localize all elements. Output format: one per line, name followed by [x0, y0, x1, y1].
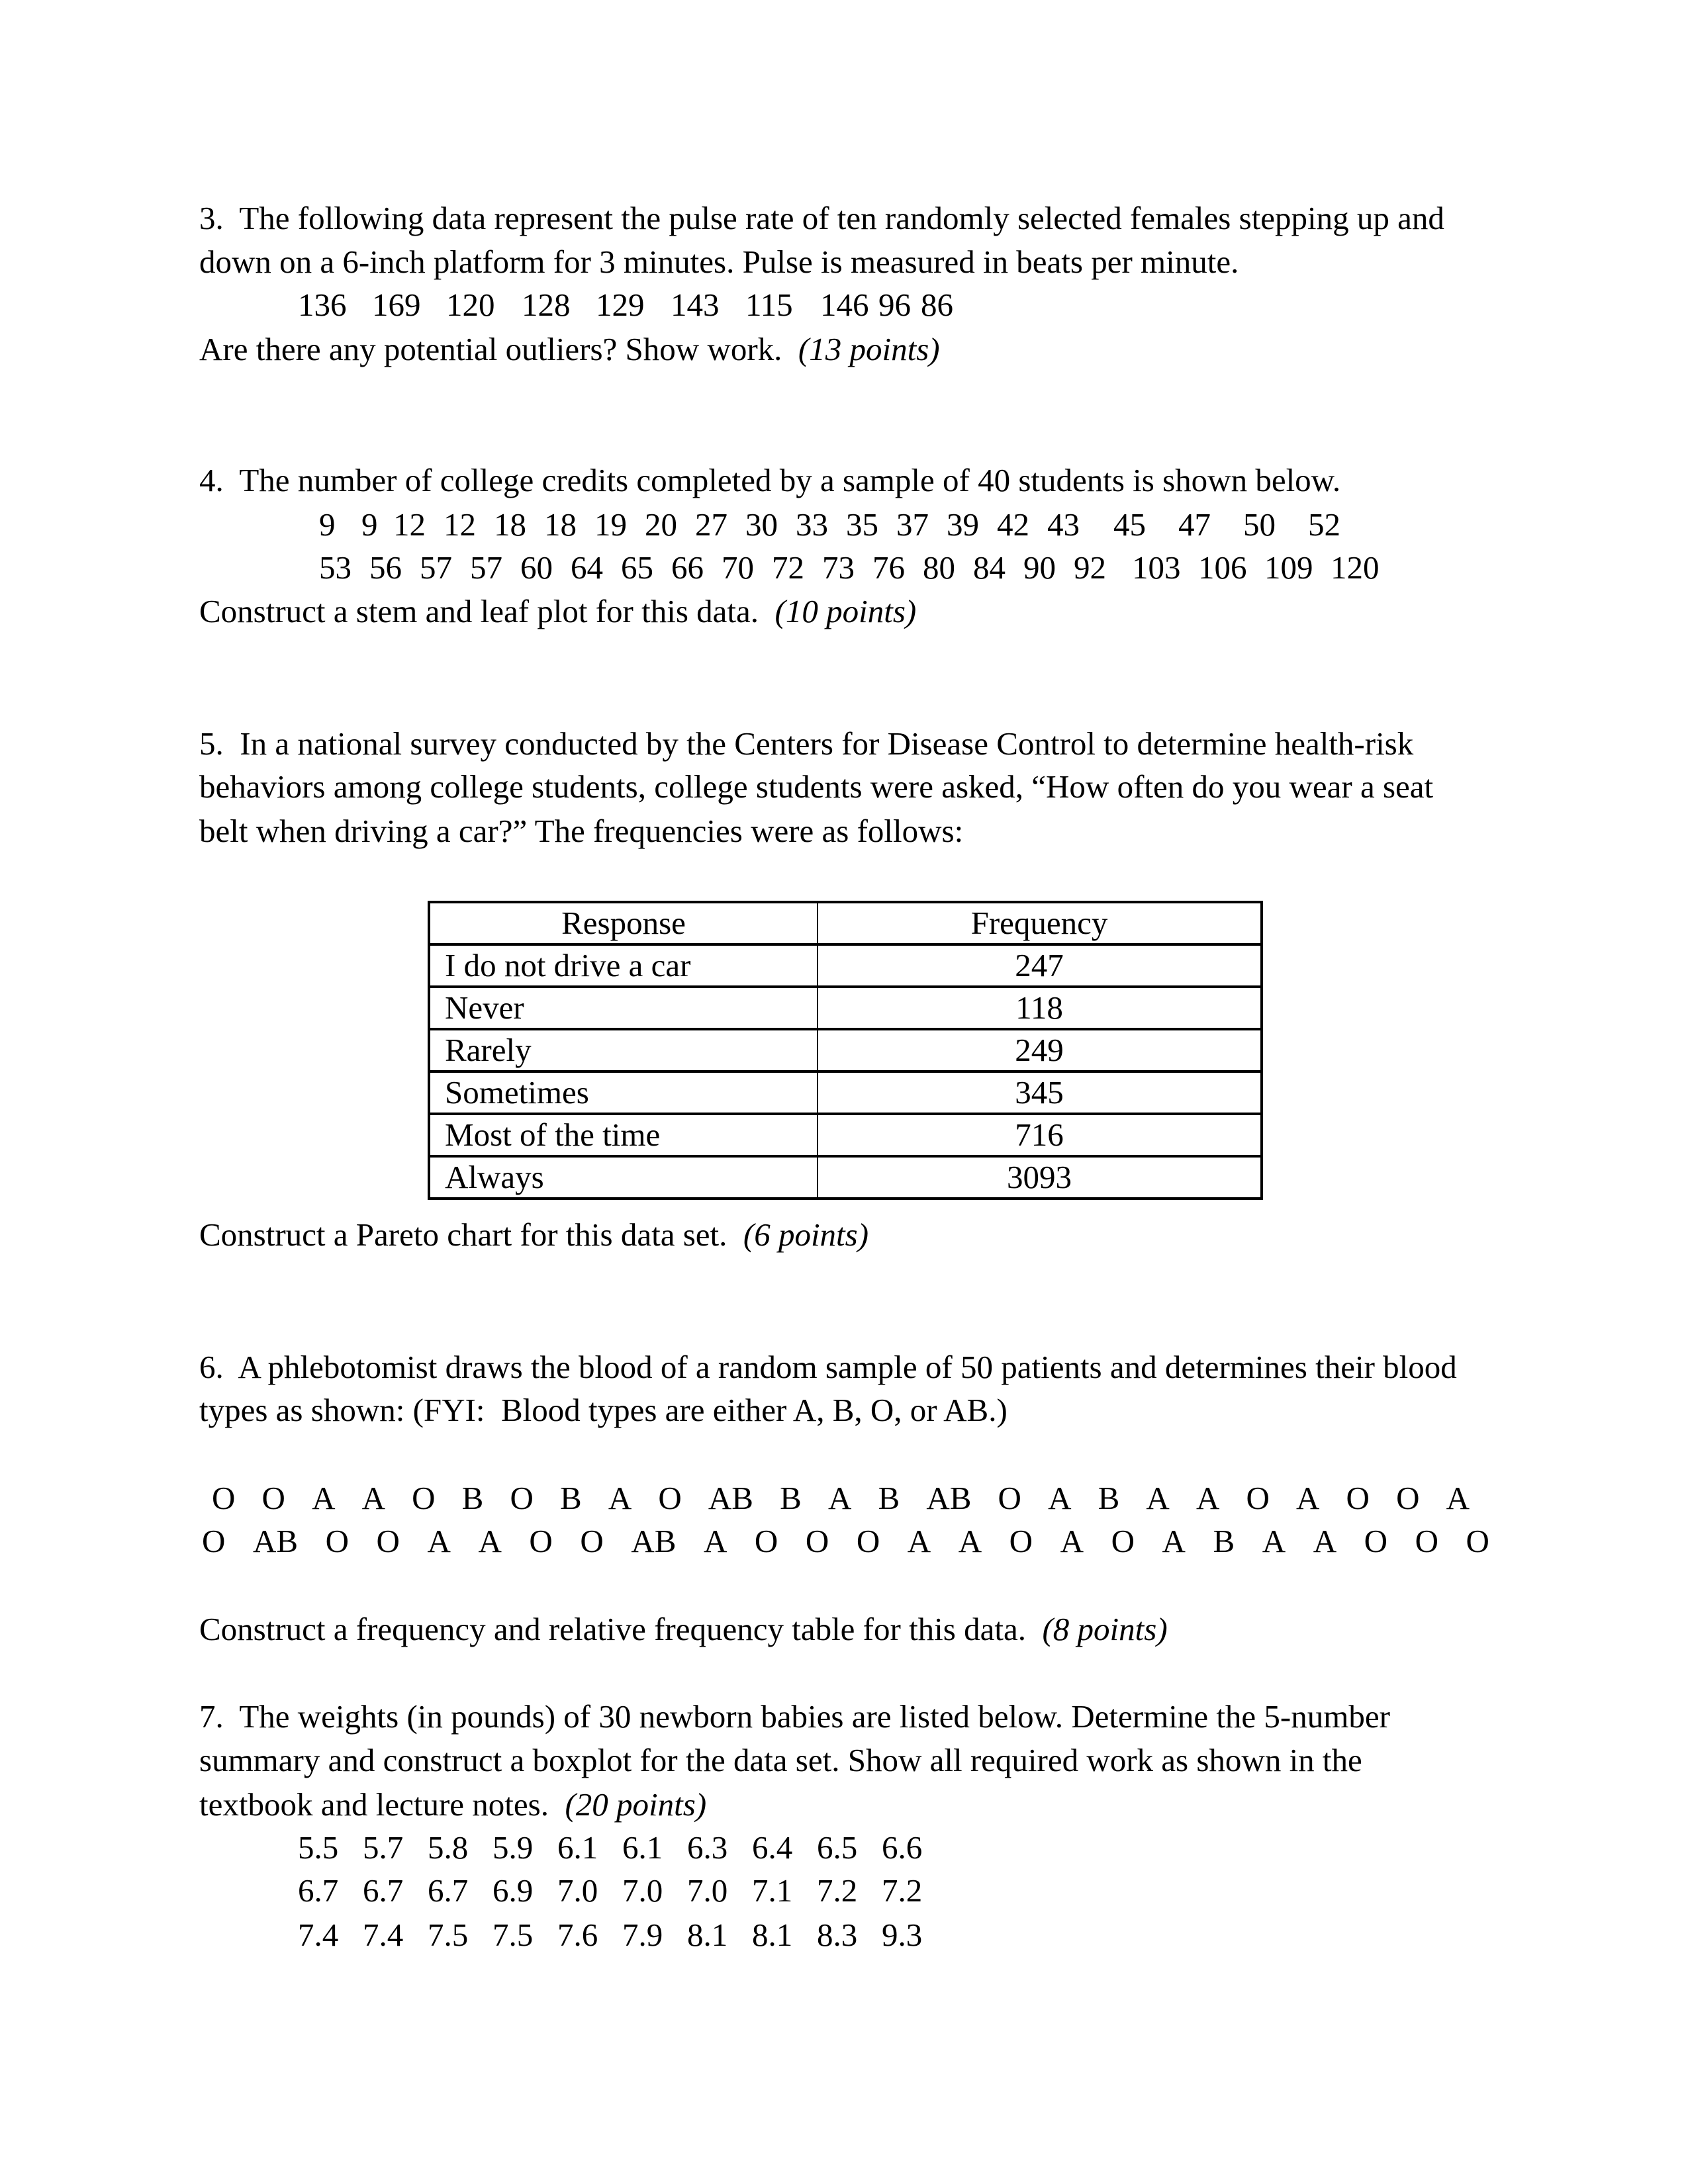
weight-value: 6.3 [687, 1829, 728, 1866]
blood-type: O [1396, 1480, 1420, 1516]
response-cell: Most of the time [429, 1114, 818, 1156]
credit-value: 20 [645, 506, 677, 543]
blood-type: A [958, 1523, 982, 1559]
weight-value: 7.9 [622, 1917, 663, 1953]
q3-value: 96 [878, 287, 911, 323]
blood-type: A [827, 1480, 852, 1516]
blood-type: O [376, 1523, 400, 1559]
blood-type: O [658, 1480, 682, 1516]
blood-type: O [261, 1480, 285, 1516]
q4-points: (10 points) [774, 593, 917, 629]
q5-points: (6 points) [743, 1216, 869, 1253]
q3-value: 143 [671, 287, 720, 323]
weight-value: 6.7 [428, 1872, 469, 1909]
q3-value: 128 [522, 287, 571, 323]
blood-type: A [1060, 1523, 1084, 1559]
q7-text-line-3: textbook and lecture notes. [199, 1786, 565, 1823]
blood-type: A [608, 1480, 632, 1516]
q7-text-line-1: 7. The weights (in pounds) of 30 newborn babies are listed below. Determine the 5-number [199, 1698, 1390, 1735]
blood-types-row-1 [212, 1477, 1470, 1520]
credit-value: 9 [361, 506, 378, 543]
frequency-cell: 118 [818, 987, 1262, 1029]
seatbelt-frequency-table [428, 901, 1263, 1200]
blood-type: O [1246, 1480, 1270, 1516]
blood-type: B [780, 1480, 802, 1516]
table-row [429, 944, 1262, 987]
q4-question [199, 590, 916, 633]
credit-value: 64 [571, 549, 603, 586]
credit-value: 57 [420, 549, 452, 586]
weights-row-2 [298, 1869, 947, 1913]
weight-value: 6.9 [492, 1872, 534, 1909]
credit-value: 47 [1178, 506, 1211, 543]
credit-value: 73 [822, 549, 855, 586]
credit-value: 9 [319, 506, 336, 543]
credit-value: 42 [997, 506, 1029, 543]
weight-value: 6.7 [298, 1872, 339, 1909]
weight-value: 5.5 [298, 1829, 339, 1866]
credit-value: 56 [369, 549, 402, 586]
q3-value: 115 [745, 287, 793, 323]
q3-value: 169 [372, 287, 421, 323]
weight-value: 6.5 [817, 1829, 858, 1866]
q3-question [199, 328, 940, 371]
q5-question [199, 1213, 868, 1257]
blood-type: O [529, 1523, 553, 1559]
q7-text-line-2: summary and construct a boxplot for the data set. Show all required work as shown in the [199, 1742, 1362, 1778]
weight-value: 6.4 [752, 1829, 793, 1866]
weight-value: 7.0 [557, 1872, 598, 1909]
credit-value: 66 [671, 549, 704, 586]
q3-value: 146 [820, 287, 869, 323]
table-row [429, 1156, 1262, 1199]
q3-text-line-1: 3. The following data represent the pulse rate of ten randomly selected females stepping up and [199, 200, 1444, 236]
blood-type: B [1213, 1523, 1235, 1559]
credit-value: 92 [1074, 549, 1106, 586]
credit-value: 43 [1047, 506, 1080, 543]
q5-question-text: Construct a Pareto chart for this data set. [199, 1216, 743, 1253]
blood-type: O [805, 1523, 829, 1559]
blood-type: O [212, 1480, 236, 1516]
weight-value: 7.5 [492, 1917, 534, 1953]
blood-type: A [703, 1523, 727, 1559]
header-frequency: Frequency [818, 902, 1262, 944]
blood-type: O [202, 1523, 226, 1559]
q4-text-line-1: 4. The number of college credits completed by a sample of 40 students is shown below. [199, 462, 1341, 498]
q3-pulse-data [298, 283, 953, 327]
blood-type: AB [631, 1523, 677, 1559]
response-cell: Never [429, 987, 818, 1029]
weight-value: 7.0 [687, 1872, 728, 1909]
blood-type: A [427, 1523, 451, 1559]
weight-value: 7.0 [622, 1872, 663, 1909]
weight-value: 6.6 [882, 1829, 923, 1866]
q6-text-line-1: 6. A phlebotomist draws the blood of a random sample of 50 patients and determines their blood [199, 1349, 1457, 1385]
q5-text-line-2: behaviors among college students, college students were asked, “How often do you wear a seat [199, 768, 1434, 805]
q7-points: (20 points) [565, 1786, 707, 1823]
q4-credits-row-1 [319, 503, 1348, 547]
q3-value: 120 [446, 287, 495, 323]
credit-value: 19 [594, 506, 627, 543]
blood-type: O [1346, 1480, 1370, 1516]
blood-type: A [907, 1523, 931, 1559]
credit-value: 60 [520, 549, 553, 586]
weight-value: 9.3 [882, 1917, 923, 1953]
credit-value: 72 [772, 549, 804, 586]
weight-value: 8.1 [687, 1917, 728, 1953]
q6-points: (8 points) [1042, 1611, 1168, 1647]
credit-value: 90 [1023, 549, 1056, 586]
frequency-cell: 249 [818, 1029, 1262, 1071]
credit-value: 18 [494, 506, 526, 543]
weight-value: 7.1 [752, 1872, 793, 1909]
blood-type: AB [252, 1523, 299, 1559]
blood-type: B [1098, 1480, 1120, 1516]
weight-value: 5.7 [363, 1829, 404, 1866]
credit-value: 57 [470, 549, 502, 586]
blood-type: A [1446, 1480, 1470, 1516]
weight-value: 7.4 [298, 1917, 339, 1953]
credit-value: 12 [393, 506, 426, 543]
credit-value: 80 [923, 549, 955, 586]
q6-text-line-2: types as shown: (FYI: Blood types are either A, B, O, or AB.) [199, 1392, 1008, 1428]
blood-type: A [1262, 1523, 1286, 1559]
q5-text-line-3: belt when driving a car?” The frequencies were as follows: [199, 813, 964, 849]
weight-value: 5.8 [428, 1829, 469, 1866]
credit-value: 70 [722, 549, 754, 586]
weights-row-1 [298, 1826, 947, 1870]
blood-type: O [510, 1480, 534, 1516]
blood-type: A [1162, 1523, 1186, 1559]
weight-value: 6.1 [622, 1829, 663, 1866]
table-row [429, 1071, 1262, 1114]
table-row [429, 987, 1262, 1029]
credit-value: 12 [444, 506, 476, 543]
q3-question-text: Are there any potential outliers? Show work. [199, 331, 798, 367]
blood-type: A [1048, 1480, 1072, 1516]
response-cell: I do not drive a car [429, 944, 818, 987]
weight-value: 6.1 [557, 1829, 598, 1866]
credit-value: 45 [1113, 506, 1146, 543]
blood-type: A [1146, 1480, 1170, 1516]
q3-value: 129 [596, 287, 645, 323]
blood-type: O [1415, 1523, 1438, 1559]
blood-type: O [412, 1480, 436, 1516]
weight-value: 7.5 [428, 1917, 469, 1953]
blood-type: O [580, 1523, 604, 1559]
blood-type: O [1466, 1523, 1489, 1559]
credit-value: 37 [896, 506, 929, 543]
blood-type: A [312, 1480, 336, 1516]
table-row [429, 1029, 1262, 1071]
credit-value: 35 [846, 506, 878, 543]
q3-text-line-2: down on a 6-inch platform for 3 minutes. Pulse is measured in beats per minute. [199, 244, 1239, 280]
blood-type: A [361, 1480, 385, 1516]
q6-question [199, 1608, 1168, 1651]
frequency-cell: 3093 [818, 1156, 1262, 1199]
frequency-cell: 247 [818, 944, 1262, 987]
response-cell: Sometimes [429, 1071, 818, 1114]
weight-value: 8.1 [752, 1917, 793, 1953]
response-cell: Rarely [429, 1029, 818, 1071]
credit-value: 30 [745, 506, 778, 543]
blood-type: O [1364, 1523, 1388, 1559]
credit-value: 106 [1198, 549, 1247, 586]
blood-type: A [478, 1523, 502, 1559]
weight-value: 8.3 [817, 1917, 858, 1953]
frequency-cell: 345 [818, 1071, 1262, 1114]
q5-text-line-1: 5. In a national survey conducted by the Centers for Disease Control to determine health-risk [199, 725, 1414, 762]
weight-value: 7.4 [363, 1917, 404, 1953]
table-row [429, 1114, 1262, 1156]
credit-value: 109 [1264, 549, 1313, 586]
q7-question [199, 1783, 706, 1827]
blood-type: B [461, 1480, 484, 1516]
blood-type: O [998, 1480, 1021, 1516]
blood-type: A [1313, 1523, 1337, 1559]
blood-types-row-2 [202, 1520, 1489, 1563]
weight-value: 6.7 [363, 1872, 404, 1909]
blood-type: O [1111, 1523, 1135, 1559]
blood-type: A [1296, 1480, 1320, 1516]
credit-value: 76 [872, 549, 905, 586]
weight-value: 7.2 [817, 1872, 858, 1909]
blood-type: O [856, 1523, 880, 1559]
weight-value: 7.2 [882, 1872, 923, 1909]
q4-question-text: Construct a stem and leaf plot for this data. [199, 593, 775, 629]
blood-type: B [878, 1480, 900, 1516]
q3-value: 136 [298, 287, 347, 323]
q4-credits-row-2 [319, 546, 1380, 590]
blood-type: B [560, 1480, 582, 1516]
credit-value: 27 [695, 506, 727, 543]
header-response: Response [429, 902, 818, 944]
blood-type: O [325, 1523, 349, 1559]
credit-value: 39 [947, 506, 979, 543]
credit-value: 103 [1132, 549, 1181, 586]
credit-value: 65 [621, 549, 653, 586]
weights-row-3 [298, 1913, 947, 1957]
credit-value: 53 [319, 549, 352, 586]
credit-value: 50 [1243, 506, 1276, 543]
blood-type: AB [926, 1480, 972, 1516]
blood-type: A [1196, 1480, 1220, 1516]
weight-value: 7.6 [557, 1917, 598, 1953]
blood-type: O [754, 1523, 778, 1559]
credit-value: 84 [973, 549, 1006, 586]
frequency-cell: 716 [818, 1114, 1262, 1156]
table-header-row [429, 902, 1262, 944]
q3-points: (13 points) [798, 331, 940, 367]
blood-type: AB [708, 1480, 753, 1516]
credit-value: 33 [796, 506, 828, 543]
weight-value: 5.9 [492, 1829, 534, 1866]
credit-value: 120 [1331, 549, 1380, 586]
q3-value: 86 [921, 287, 953, 323]
q6-question-text: Construct a frequency and relative frequency table for this data. [199, 1611, 1043, 1647]
response-cell: Always [429, 1156, 818, 1199]
credit-value: 52 [1308, 506, 1340, 543]
blood-type: O [1009, 1523, 1033, 1559]
credit-value: 18 [544, 506, 577, 543]
